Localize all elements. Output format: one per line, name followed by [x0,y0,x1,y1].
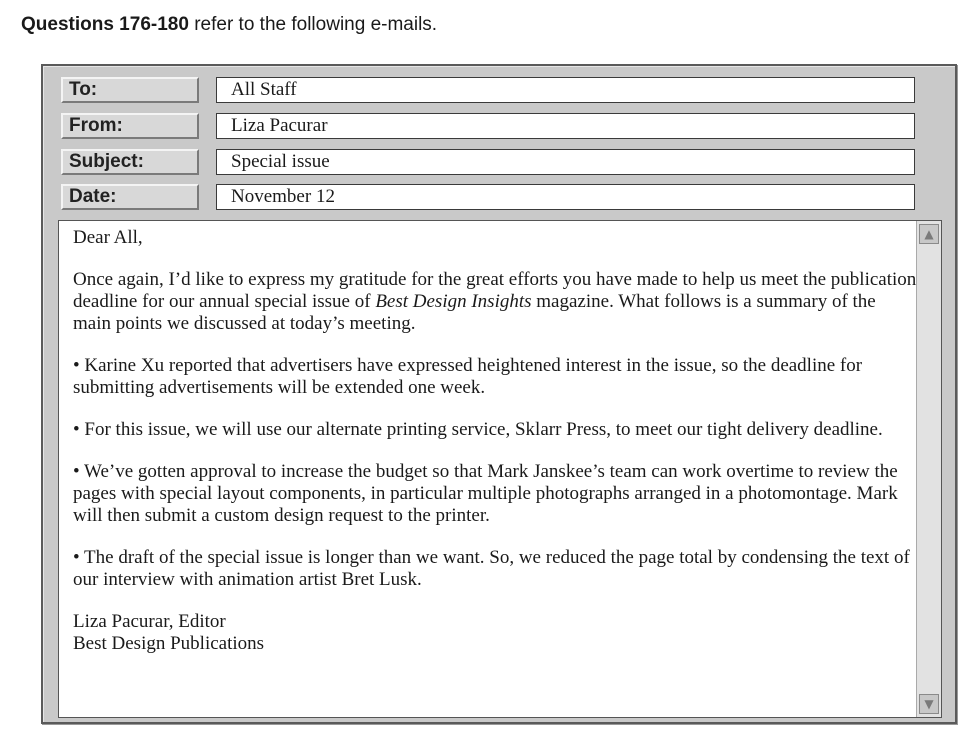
subject-label: Subject: [61,149,199,175]
question-range: Questions 176-180 [21,14,189,35]
bullet-1: • Karine Xu reported that advertisers have expressed heightened interest in the issue, so the deadline for submitting advertisements will be extended one week. [73,355,863,398]
signature-name: Liza Pacurar, Editor [73,611,226,632]
scrollbar[interactable] [916,221,941,717]
date-field: November 12 [216,184,915,210]
scroll-down-arrow-icon[interactable]: ▼ [919,694,939,714]
message-body [58,220,942,718]
email-window [41,64,957,724]
magazine-title: Best Design Insights [375,291,532,312]
instructions-line [21,14,437,36]
scroll-up-arrow-icon[interactable]: ▲ [919,224,939,244]
paragraph-1-start: Once again, I’d like to express my gratitude for the great efforts you have made to help us meet the publication deadline for our annual special issue of [73,269,917,312]
subject-field: Special issue [216,149,915,175]
to-field: All Staff [216,77,915,103]
from-field: Liza Pacurar [216,113,915,139]
instructions-text: refer to the following e-mails. [188,14,438,35]
message-text [73,227,917,655]
bullet-2: • For this issue, we will use our alternate printing service, Sklarr Press, to meet our tight delivery deadline. [73,419,883,440]
signature-org: Best Design Publications [73,633,265,654]
date-label: Date: [61,184,199,210]
paragraph-1-end: magazine. What follows is a summary of the main points we discussed at today’s meeting. [73,291,876,334]
from-label: From: [61,113,199,139]
to-label: To: [61,77,199,103]
bullet-4: • The draft of the special issue is longer than we want. So, we reduced the page total by condensing the text of our interview with animation artist Bret Lusk. [73,547,910,590]
greeting: Dear All, [73,227,143,248]
paragraph-1 [73,269,917,335]
bullet-3: • We’ve gotten approval to increase the budget so that Mark Janskee’s team can work overtime to review the pages with special layout components, in particular multiple photographs arranged in a photomontage. Mark will then submit a custom design request to the printer. [73,461,898,526]
